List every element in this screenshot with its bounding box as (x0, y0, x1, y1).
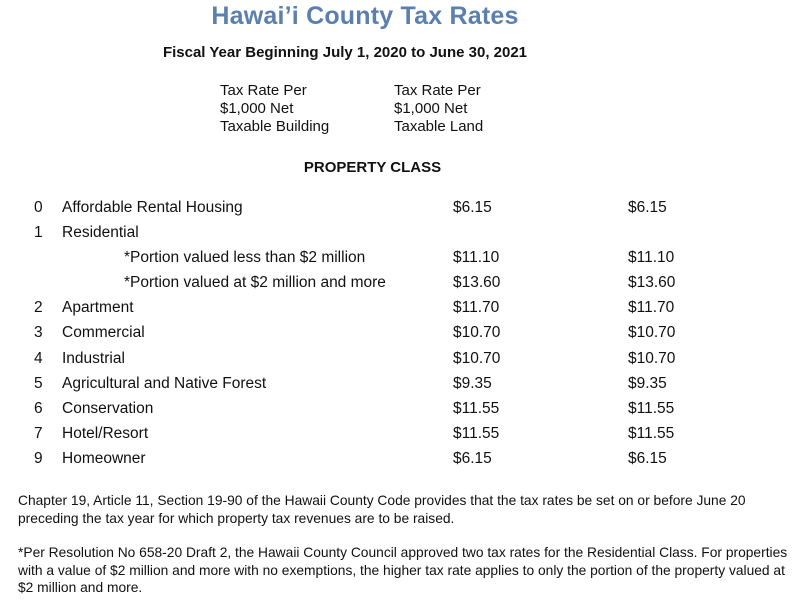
building-rate: $6.15 (453, 199, 492, 216)
class-number: 9 (34, 449, 43, 467)
class-name: Industrial (62, 349, 125, 367)
building-rate: $11.70 (453, 299, 500, 317)
table-row (0, 423, 800, 448)
building-rate: $6.15 (453, 449, 492, 467)
class-name: Affordable Rental Housing (62, 199, 243, 216)
land-header-line: Tax Rate Per (394, 82, 481, 99)
building-header-line: Tax Rate Per (220, 82, 307, 99)
land-header-line: Taxable Land (394, 118, 484, 135)
building-rate-column-header (220, 82, 329, 136)
class-name: Homeowner (62, 449, 146, 467)
land-rate: $10.70 (628, 349, 676, 367)
resolution-footnote: *Per Resolution No 658-20 Draft 2, the Hawaii County Council approved two tax rates for the Residential Class. For properties with a value of $2 million and more with no exemptions, the higher tax rate applies to only the portion of the property valued at $2 million and more. (18, 545, 788, 595)
class-number: 4 (34, 349, 43, 367)
building-rate: $9.35 (453, 374, 492, 392)
land-rate: $6.15 (628, 449, 667, 467)
table-row (0, 448, 800, 473)
class-number: 6 (34, 399, 43, 417)
land-rate: $6.15 (628, 199, 667, 216)
land-rate: $11.55 (628, 399, 675, 417)
class-number: 0 (34, 199, 43, 216)
building-header-line: $1,000 Net (220, 100, 294, 117)
building-header-line: Taxable Building (220, 118, 330, 135)
building-rate: $10.70 (453, 324, 501, 342)
class-name: Conservation (62, 399, 154, 417)
class-number: 5 (34, 374, 43, 392)
land-rate: $9.35 (628, 374, 667, 392)
building-rate: $11.55 (453, 399, 500, 417)
land-rate: $10.70 (628, 324, 676, 342)
class-name: *Portion valued at $2 million and more (124, 274, 386, 292)
page-title: Hawai’i County Tax Rates (211, 2, 519, 30)
table-row (0, 272, 800, 297)
land-rate-column-header (394, 82, 483, 136)
land-rate: $11.70 (628, 299, 675, 317)
table-row (0, 297, 800, 322)
table-row (0, 222, 800, 247)
class-number: 2 (34, 299, 43, 317)
table-row (0, 247, 800, 272)
class-number: 1 (34, 224, 43, 242)
building-rate: $11.55 (453, 424, 500, 442)
building-rate: $11.10 (453, 249, 500, 267)
building-rate: $10.70 (453, 349, 501, 367)
class-name: Hotel/Resort (62, 424, 149, 442)
table-row (0, 373, 800, 398)
class-number: 3 (34, 324, 43, 342)
class-name: Commercial (62, 324, 145, 342)
property-class-heading: PROPERTY CLASS (303, 159, 442, 176)
land-header-line: $1,000 Net (394, 100, 468, 117)
fiscal-year-subtitle: Fiscal Year Beginning July 1, 2020 to June 30, 2021 (162, 44, 528, 61)
table-row (0, 348, 800, 373)
tax-rate-table (0, 197, 800, 473)
land-rate: $13.60 (628, 274, 676, 292)
code-reference-note: Chapter 19, Article 11, Section 19-90 of the Hawaii County Code provides that the tax rates be set on or before June 20 preceding the tax year for which property tax revenues are to be raised. (18, 493, 746, 526)
table-row (0, 398, 800, 423)
class-name: Apartment (62, 299, 134, 317)
table-row (0, 197, 800, 222)
building-rate: $13.60 (453, 274, 501, 292)
table-row (0, 322, 800, 347)
class-name: Agricultural and Native Forest (62, 374, 267, 392)
land-rate: $11.10 (628, 249, 675, 267)
land-rate: $11.55 (628, 424, 675, 442)
class-name: Residential (62, 224, 139, 242)
class-number: 7 (34, 424, 43, 442)
class-name: *Portion valued less than $2 million (124, 249, 366, 267)
